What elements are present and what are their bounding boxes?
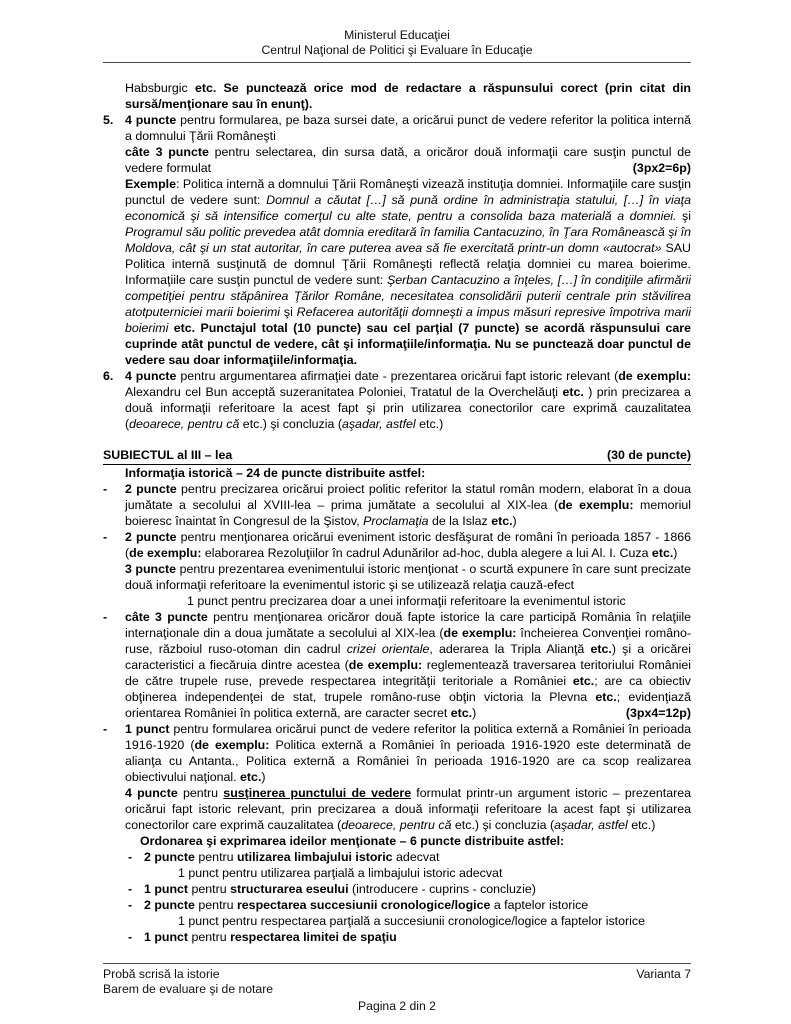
ordering-item-3-text: 2 puncte pentru respectarea succesiunii cronologice/logice a faptelor istorice	[144, 898, 589, 912]
dash-item-1-body	[125, 481, 691, 529]
item-6-text: 4 puncte pentru argumentarea afirmaţiei date - prezentarea oricărui fapt istoric relevant (de exemplu: Alexandru cel Bun acceptă suzeranitatea Poloniei, Tratatul de la Overchelăuţi etc. ) prin precizarea a două informaţii referitoare la acest fapt şi prin utilizarea conectorilor care exprimă cauzalitatea (deoarece, pentru că etc.) şi concluzia (aşadar, astfel etc.)	[125, 369, 691, 431]
ordering-item-limita-spatiu	[128, 929, 691, 945]
dash-marker: -	[103, 722, 108, 736]
item-5-body	[125, 112, 691, 368]
dash-item-eveniment-istoric	[103, 529, 691, 609]
ordering-item-4-body	[144, 929, 691, 945]
list-item-6	[103, 368, 691, 432]
document-footer	[103, 963, 691, 1014]
subject-3-title: SUBIECTUL al III – lea	[103, 448, 233, 462]
dash-marker: -	[103, 482, 108, 496]
subject-3-points: (30 de puncte)	[607, 448, 691, 462]
historic-info-heading: Informaţia istorică – 24 de puncte distribuite astfel:	[125, 466, 426, 480]
dash-item-2-mentionare: 2 puncte pentru menţionarea oricărui eveniment istoric desfăşurat de români în perioada 1857 - 1866 (de exemplu: elaborarea Rezoluţiilor în cadrul Adunărilor ad-hoc, dubla alegere a lui Al. I. Cuza etc.)	[125, 530, 691, 560]
item-6-number: 6.	[103, 369, 114, 383]
score-3px2-6p: (3px2=6p)	[632, 161, 691, 175]
dash-marker: -	[128, 850, 133, 864]
ordering-item-3-body	[144, 897, 691, 913]
dash-item-3-body	[125, 609, 691, 721]
dash-item-4-sustinere: 4 puncte pentru susţinerea punctului de vedere formulat printr-un argument istoric – prezentarea oricărui fapt istoric relevant, prin precizarea a două informaţii referitoare la acest fapt şi utilizarea conectorilor care exprimă cauzalitatea (deoarece, pentru că etc.) şi concluzia (aşadar, astfel etc.)	[125, 786, 691, 832]
ordering-item-2-body	[144, 881, 691, 897]
dash-item-fapte-istorice	[103, 609, 691, 721]
dash-item-4-formulare: 1 punct pentru formularea oricărui punct de vedere referitor la politica externă a României în perioada 1916-1920 (de exemplu: Politica externă a României în perioada 1916-1920 este determinată de alianţa cu Antanta., Politica externă a României în perioada 1916-1920 are ca scop realizarea obiectivului naţional. etc.)	[125, 722, 691, 784]
document-header	[103, 28, 691, 63]
dash-item-3-text: (3px4=12p) câte 3 puncte pentru menţionarea oricăror două fapte istorice la care participă România în relaţiile internaţionale din a doua jumătate a secolului al XIX-lea (de exemplu: încheierea Convenţiei româno-ruse, războiul ruso-otoman din cadrul crizei orientale, aderarea la Tripla Alianţă etc.) şi a oricărei caracteristici a fiecăruia dintre acestea (de exemplu: reglementează traversarea teritoriului României de către trupele ruse, prevede respectarea integrităţii teritoriale a României etc.; are ca obiectiv obţinerea independenţei de stat, trupele româno-ruse obţin victoria la Plevna etc.; evidenţiază orientarea României în politica externă, are caracter secret etc.)	[125, 610, 691, 720]
ordering-item-3-partial: 1 punct pentru respectarea parţială a succesiunii cronologice/logice a faptelor istorice	[178, 914, 645, 928]
dash-item-project-politic	[103, 481, 691, 529]
footer-document-type: Barem de evaluare şi de notare	[103, 982, 274, 996]
item-5-criteria: (3px2=6p) câte 3 puncte pentru selectarea, din sursa dată, a oricăror două informaţii care susţin punctul de vedere formulat	[125, 145, 692, 175]
footer-variant: Varianta 7	[636, 967, 691, 981]
dash-marker: -	[128, 882, 133, 896]
dash-item-1-text: 2 puncte pentru precizarea oricărui proiect politic referitor la statul român modern, elaborat în a doua jumătate a secolului al XVIII-lea – prima jumătate a secolului al XIX-lea (de exemplu: memoriul boieresc înaintat în Congresul de la Şistov, Proclamaţia de la Islaz etc.)	[125, 482, 691, 528]
ordering-item-4-text: 1 punct pentru respectarea limitei de spaţiu	[144, 930, 397, 944]
dash-item-4-body	[125, 721, 691, 833]
dash-item-punct-de-vedere	[103, 721, 691, 833]
subject-3-heading-row	[103, 447, 691, 465]
item-6-body	[125, 368, 691, 432]
national-center-name: Centrul Naţional de Politici şi Evaluare în Educaţie	[261, 42, 533, 57]
dash-marker: -	[128, 898, 133, 912]
document-content	[103, 80, 691, 945]
ordering-item-limbaj	[128, 849, 691, 865]
footer-exam-type: Probă scrisă la istorie	[103, 967, 220, 981]
footer-page-number: Pagina 2 din 2	[358, 999, 436, 1013]
dash-item-2-partial: 1 punct pentru precizarea doar a unei informaţii referitoare la evenimentul istoric	[187, 594, 626, 608]
dash-marker: -	[128, 930, 133, 944]
dash-item-2-prezentare: 3 puncte pentru prezentarea evenimentului istoric menţionat - o scurtă expunere în care sunt precizate două informaţii referitoare la evenimentul istoric şi se utilizează relaţia cauză-efect	[125, 562, 692, 592]
dash-marker: -	[103, 610, 108, 624]
paragraph-habsburgic-continuation: Habsburgic etc. Se punctează orice mod de redactare a răspunsului corect (prin citat din sursă/menţionare sau în enunţ).	[125, 81, 691, 111]
ordering-item-1-body	[144, 849, 691, 865]
ordering-item-structurare	[128, 881, 691, 897]
item-5-number: 5.	[103, 113, 114, 127]
ordering-heading: Ordonarea şi exprimarea ideilor menţionate – 6 puncte distribuite astfel:	[140, 834, 565, 848]
ordering-item-succesiune	[128, 897, 691, 913]
ministry-name: Ministerul Educaţiei	[344, 28, 450, 42]
footer-row-1	[103, 963, 691, 982]
ordering-item-2-text: 1 punct pentru structurarea eseului (introducere - cuprins - concluzie)	[144, 882, 536, 896]
dash-marker: -	[103, 530, 108, 544]
ordering-item-1-text: 2 puncte pentru utilizarea limbajului istoric adecvat	[144, 850, 440, 864]
list-item-5	[103, 112, 691, 368]
score-3px4-12p: (3px4=12p)	[625, 706, 691, 720]
dash-item-2-body	[125, 529, 691, 609]
item-5-examples: Exemple: Politica internă a domnului Ţării Româneşti vizează instituţia domniei. Informaţiile care susţin punctul de vedere sunt: Domnul a căutat […] să pună ordine în administraţia statului, […] în viaţa economică şi să intensifice comerţul cu alte state, pentru a consolida baza materială a domniei. şi Programul său politic prevedea atât domnia ereditară în familia Cantacuzino, în Ţara Românească şi în Moldova, cât şi un stat autoritar, în care puterea avea să fie exercitată printr-un domn «autocrat» SAU Politica internă susţinută de domnul Ţării Româneşti reflectă relaţia domniei cu marea boierime. Informaţiile care susţin punctul de vedere sunt: Şerban Cantacuzino a înţeles, […] în condiţiile afirmării competiţiei pentru stăpânirea Ţărilor Române, necesitatea consolidării puterii centrale prin stăvilirea atotputerniciei marii boierimi şi Refacerea autorităţii domneşti a impus măsuri represive împotriva marii boierimi etc. Punctajul total (10 puncte) sau cel parţial (7 puncte) se acordă răspunsului care cuprinde atât punctul de vedere, cât şi informaţiile/informaţia. Nu se punctează doar punctul de vedere sau doar informaţiile/informaţia.	[125, 177, 691, 367]
ordering-item-1-partial: 1 punct pentru utilizarea parţială a limbajului istoric adecvat	[178, 866, 503, 880]
item-5-intro: 4 puncte pentru formularea, pe baza sursei date, a oricărui punct de vedere referitor la politica internă a domnului Ţării Româneşti	[125, 113, 692, 143]
